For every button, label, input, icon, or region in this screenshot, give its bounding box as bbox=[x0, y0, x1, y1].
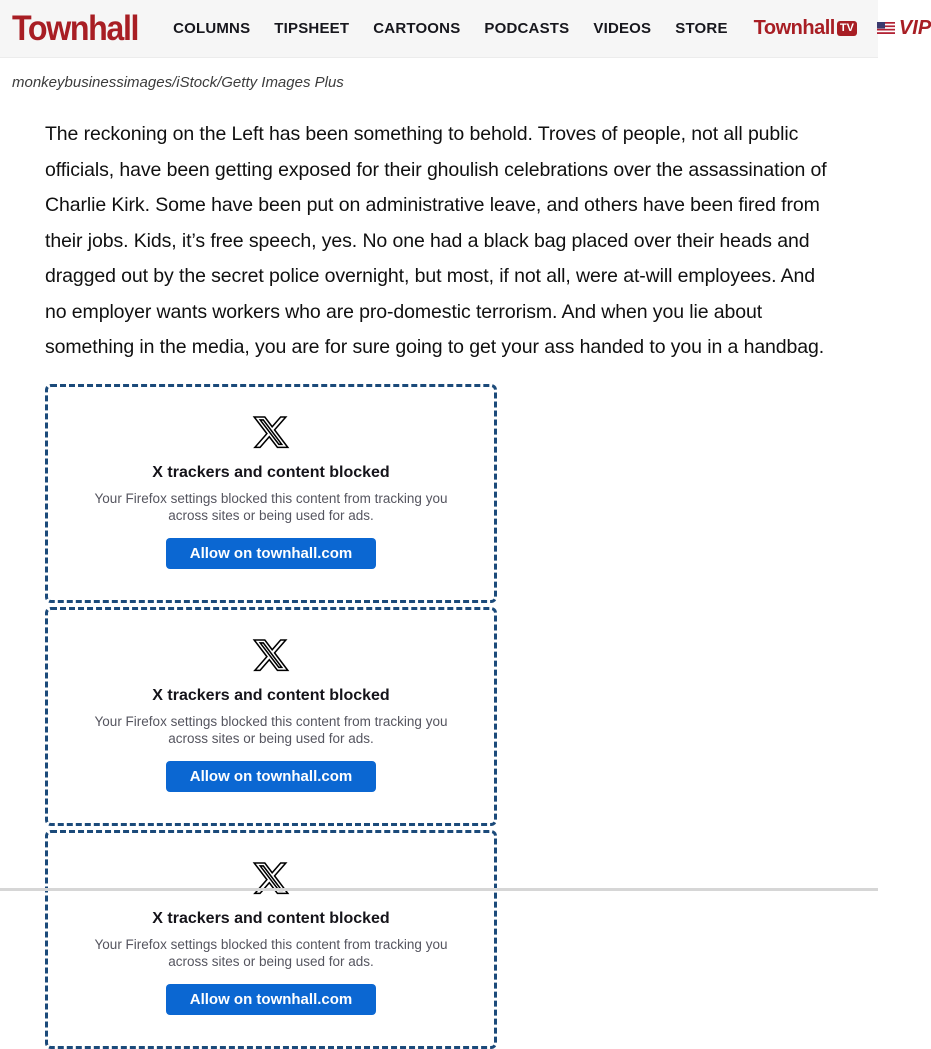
blocked-embeds-list bbox=[45, 384, 497, 1049]
nav-item-podcasts[interactable]: PODCASTS bbox=[484, 20, 570, 37]
image-credit: monkeybusinessimages/iStock/Getty Images Plus bbox=[12, 74, 344, 91]
blocked-embed-placeholder bbox=[45, 607, 497, 826]
townhall-vip-link[interactable] bbox=[877, 17, 931, 40]
tv-badge: TV bbox=[837, 21, 857, 36]
nav-item-store[interactable]: STORE bbox=[675, 20, 728, 37]
blocked-embed-placeholder bbox=[45, 830, 497, 1049]
allow-content-button[interactable]: Allow on townhall.com bbox=[166, 984, 377, 1015]
blocked-embed-heading: X trackers and content blocked bbox=[152, 909, 390, 927]
townhall-logo[interactable]: Townhall bbox=[12, 8, 139, 48]
nav-item-cartoons[interactable]: CARTOONS bbox=[373, 20, 461, 37]
x-logo-icon bbox=[252, 637, 290, 677]
blocked-embed-placeholder bbox=[45, 384, 497, 603]
viewport-bottom-edge bbox=[0, 888, 878, 891]
x-logo-icon bbox=[252, 860, 290, 900]
x-logo-icon bbox=[252, 414, 290, 454]
townhall-tv-label: Townhall bbox=[753, 17, 835, 39]
us-flag-icon bbox=[877, 17, 895, 40]
blocked-embed-heading: X trackers and content blocked bbox=[152, 686, 390, 704]
townhall-tv-link[interactable] bbox=[754, 17, 857, 40]
article-paragraph: The reckoning on the Left has been something to behold. Troves of people, not all public officials, have been getting exposed for their ghoulish celebrations over the assassination of Charlie Kirk. Some have been put on administrative leave, and others have been fired from their jobs. Kids, it’s free speech, yes. No one had a black bag placed over their heads and dragged out by the secret police overnight, but most, if not all, were at-will employees. And no employer wants workers who are pro-domestic terrorism. And when you lie about something in the media, you are for sure going to get your ass handed to you in a handbag. bbox=[45, 123, 827, 358]
blocked-embed-body: Your Firefox settings blocked this content from tracking you across sites or being used for ads. bbox=[94, 713, 448, 746]
site-header bbox=[0, 0, 931, 58]
allow-content-button[interactable]: Allow on townhall.com bbox=[166, 761, 377, 792]
nav-item-tipsheet[interactable]: TIPSHEET bbox=[274, 20, 350, 37]
blocked-embed-heading: X trackers and content blocked bbox=[152, 463, 390, 481]
nav-item-columns[interactable]: COLUMNS bbox=[173, 20, 251, 37]
allow-content-button[interactable]: Allow on townhall.com bbox=[166, 538, 377, 569]
main-nav bbox=[173, 20, 728, 37]
vip-label: VIP bbox=[898, 17, 931, 39]
blocked-embed-body: Your Firefox settings blocked this content from tracking you across sites or being used for ads. bbox=[94, 490, 448, 523]
blocked-embed-body: Your Firefox settings blocked this content from tracking you across sites or being used for ads. bbox=[94, 936, 448, 969]
nav-item-videos[interactable]: VIDEOS bbox=[593, 20, 652, 37]
